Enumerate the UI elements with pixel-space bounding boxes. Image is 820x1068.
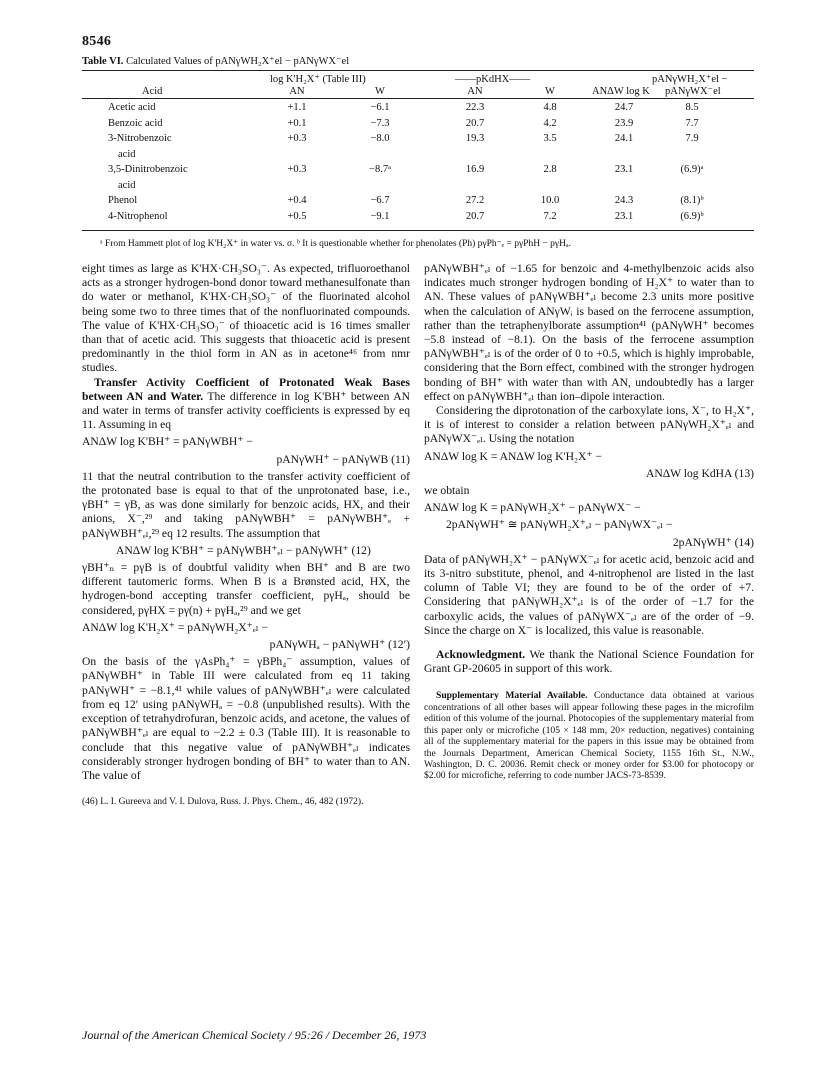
equation-14-line2: 2pANγWH⁺ ≅ pANγWH₂X⁺ₑₗ − pANγWX⁻ₑₗ − [446, 518, 673, 532]
table-cell: (6.9)ᵇ [680, 210, 704, 222]
col-header-x: pANγWX⁻el [665, 86, 721, 97]
table-cell: +0.5 [287, 210, 307, 222]
table-cell: −7.3 [370, 117, 390, 129]
group-header-diff: pANγWH₂X⁺el − [652, 74, 728, 85]
col-header-acid: Acid [142, 86, 163, 97]
table-cell: 7.2 [543, 210, 557, 222]
paragraph: On the basis of the γAsPh₄⁺ = γBPh₄⁻ assumption, values of pANγWBH⁺ in Table III were calculated from eq 11 taking pANγWH⁺ = −8.1,⁴¹ while values of pANγWBH⁺ₑₗ were calculated from eq 12′ using pANγWHₐ = −0.8 (unpublished results). With the exception of tetrahydrofuran, benzoic acids, and acetone, the values of pANγWBH⁺ₑₗ are equal to −2.2 ± 0.3 (Table III). It is reasonable to conclude that this negative value of pANγWBH⁺ₑₗ indicates considerably stronger hydrogen bonding of BH⁺ to water than to AN. The value of [82, 655, 410, 782]
table-cell: 24.3 [614, 195, 634, 206]
left-column [82, 262, 410, 809]
table-cell: 4.2 [543, 117, 557, 129]
equation-14-line1: ANΔW log K = pANγWH₂X⁺ − pANγWX⁻ − [424, 501, 641, 515]
paragraph: γBH⁺ₙ = pγB is of doubtful validity when BH⁺ and B are two different tautomeric forms. When B is a Brønsted acid, HX, the hydrogen-bond accepting transfer coefficient, pγHₐ, should be considered, pγHX = pγ(n) + pγHₐ,²⁹ and we get [82, 561, 410, 617]
supplementary-title: Supplementary Material Available. [436, 690, 588, 702]
table-cell: (8.1)ᵇ [680, 195, 704, 206]
col-header-an1: AN [289, 86, 305, 97]
table-row-label: 3,5-Dinitrobenzoic [108, 164, 188, 175]
paragraph-text: The difference in log K'BH⁺ between AN and water in terms of transfer activity coefficients is expressed by eq 11. Assuming in eq [82, 389, 410, 432]
acknowledgment-title: Acknowledgment. [436, 648, 526, 662]
table-cell: +0.3 [287, 133, 307, 144]
table-cell: 7.7 [685, 117, 699, 129]
table-row-label: Benzoic acid [108, 117, 163, 129]
paragraph: Data of pANγWH₂X⁺ − pANγWX⁻ₑₗ for acetic acid, benzoic acid and its 3-nitro substitute, phenol, and 4-nitrophenol are listed in the last column of Table VI; they are found to be of the order of +7. Considering that pANγWH₂X⁺ₑₗ is of the order of −1.7 for the carboxylic acids, the values of pANγWX⁻ₑₗ are of the order of −9. Since the charge on X⁻ is localized, this value is reasonable. [424, 552, 754, 637]
supplementary-text: Conductance data obtained at various concentrations of all other bases will appear following these pages in the microfilm edition of this volume of the journal. Photocopies of the supplementary material from this paper only or microfiche (105 × 148 mm, 20× reduction, negatives) containing all of the supplementary material for the papers in this issue may be obtained from the Journals Department, American Chemical Society, 1155 16th St., N.W., Washington, D. C. 20036. Remit check or money order for $3.00 for photocopy or $2.00 for microfiche, referring to code number JACS-73-8539. [424, 690, 755, 782]
table-cell: 10.0 [540, 195, 560, 206]
reference-46: (46) L. I. Gureeva and V. I. Dulova, Russ. J. Phys. Chem., 46, 482 (1972). [82, 797, 364, 808]
paragraph: 11 that the neutral contribution to the transfer activity coefficient of the protonated base is equal to that of the unprotonated base, i.e., γBH⁺ = γB, as was done similarly for benzoic acids, HX, and their anions, X⁻,²⁹ and taking pANγWBH⁺ = pANγWBH⁺ₑ + pANγWBH⁺ₑₗ,²⁹ eq 12 results. The assumption that [82, 469, 410, 540]
right-column [424, 262, 754, 791]
table-cell: 23.9 [614, 117, 634, 129]
table-row-label: 3-Nitrobenzoic [108, 133, 172, 144]
table-cell: 20.7 [465, 117, 485, 129]
table-cell: 24.1 [614, 133, 634, 144]
table-cell: 7.9 [685, 133, 699, 144]
acknowledgment-text: We thank the National Science Foundation for Grant GP-20605 in support of this work. [424, 648, 754, 676]
table-cell: +0.3 [287, 164, 307, 175]
table-cell: 8.5 [685, 102, 699, 113]
paragraph: pANγWBH⁺ₑₗ of −1.65 for benzoic and 4-methylbenzoic acids also indicates much stronger hydrogen bonding of H₂X⁺ to water than to AN. These values of pANγWBH⁺ₑₗ become 2.3 units more positive when the calculation of ANγWᵢ is based on the ferrocene assumption, rather than the tetraphenylborate assumption⁴¹ (pANγWH⁺ becomes −5.8 instead of −8.1). On the basis of the ferrocene assumption pANγWBH⁺ₑₗ is of the order of 0 to +0.5, which is highly improbable, considering that the Born effect, combined with the stronger hydrogen bonding of BH⁺ with water than with AN, undoubtedly has a larger effect on pANγWBH⁺ₑₗ than ion–dipole interaction. [424, 262, 754, 403]
equation-13-line2: ANΔW log KdHA (13) [645, 466, 754, 480]
equation-11-line2: pANγWH⁺ − pANγWB (11) [276, 452, 410, 466]
table-row-label: Phenol [108, 195, 138, 206]
paragraph [82, 376, 410, 433]
table-cell: 23.1 [614, 210, 634, 222]
group-header-pkd: ——pKdHX—— [455, 74, 531, 85]
equation-14-line3: 2pANγWH⁺ (14) [672, 535, 754, 549]
table-caption [82, 55, 349, 67]
table-cell: −9.1 [370, 210, 390, 222]
table-row-label: acid [118, 148, 136, 160]
section-heading: Transfer Activity Coefficient of Protonated Weak Bases between AN and Water. [82, 375, 410, 403]
equation-12p-line2: pANγWHₐ − pANγWH⁺ (12′) [269, 638, 410, 652]
journal-footer: Journal of the American Chemical Society / 95:26 / December 26, 1973 [82, 1028, 427, 1042]
table-cell: 3.5 [543, 133, 557, 144]
table-row-label: 4-Nitrophenol [108, 210, 168, 222]
we-obtain: we obtain [424, 484, 470, 498]
table-cell: 19.3 [465, 133, 485, 144]
table-cell: 20.7 [465, 210, 485, 222]
table-cell: 23.1 [614, 164, 634, 175]
table-cell: 2.8 [543, 164, 557, 175]
col-header-w2: W [545, 86, 555, 97]
equation-11-line1: ANΔW log K'BH⁺ = pANγWBH⁺ − [82, 435, 253, 449]
table-bottom-rule [82, 230, 754, 231]
table-label: Table VI. [82, 56, 124, 67]
group-header-logk: log K'H₂X⁺ (Table III) [270, 74, 366, 85]
table-cell: +0.4 [287, 195, 307, 206]
equation-13-line1: ANΔW log K = ANΔW log K'H₂X⁺ − [424, 449, 602, 463]
table-cell: −8.7ᵃ [369, 164, 391, 175]
acknowledgment [424, 648, 754, 676]
table-cell: −6.7 [370, 195, 390, 206]
table-cell: +0.1 [287, 117, 307, 129]
page-number: 8546 [82, 34, 112, 49]
supplementary-material [424, 690, 754, 781]
table-cell: 24.7 [614, 102, 634, 113]
paragraph: Considering the diprotonation of the carboxylate ions, X⁻, to H₂X⁺, it is of interest to consider a relation between pANγWH₂X⁺ₑₗ and pANγWX⁻ₑₗ. Using the notation [424, 404, 754, 446]
table-cell: 4.8 [543, 102, 557, 113]
table-header-rule [82, 98, 754, 99]
col-header-deltalogk: ANΔW log K [592, 86, 650, 97]
table-footnote: ᵃ From Hammett plot of log K'H₂X⁺ in water vs. σ. ᵇ It is questionable whether for phenolates (Ph) pγPh⁻ₑ = pγPhH − pγHₐ. [100, 239, 571, 249]
table-top-rule [82, 70, 754, 71]
table-cell: −6.1 [370, 102, 390, 113]
table-row-label: acid [118, 179, 136, 191]
col-header-w1: W [375, 86, 385, 97]
table-cell: 16.9 [465, 164, 485, 175]
paragraph: eight times as large as K'HX·CH₃SO₃⁻. As expected, trifluoroethanol acts as a stronger hydrogen-bond donor toward methanesulfonate than do water or methanol, K'HX·CH₃SO₃⁻ of the fluorinated alcohol being some two to three times that of the nonfluorinated compounds. The value of K'HX·CH₃SO₃⁻ of thioacetic acid is 16 times smaller than that of acetic acid. This suggests that thioacetic acid is present predominantly in the thiol form in AN as in acetone⁴⁶ from nmr studies. [82, 262, 410, 375]
table-cell: (6.9)ᵃ [680, 164, 704, 175]
table-cell: 27.2 [465, 195, 485, 206]
table-cell: 22.3 [465, 102, 485, 113]
table-cell: −8.0 [370, 133, 390, 144]
equation-12p-line1: ANΔW log K'H₂X⁺ = pANγWH₂X⁺ₑₗ − [82, 620, 268, 634]
table-row-label: Acetic acid [108, 102, 156, 113]
col-header-an2: AN [467, 86, 483, 97]
table-title: Calculated Values of pANγWH₂X⁺el − pANγWX⁻el [126, 56, 350, 67]
equation-12: ANΔW log K'BH⁺ = pANγWBH⁺ₑₗ − pANγWH⁺ (12) [116, 543, 371, 557]
table-cell: +1.1 [287, 102, 307, 113]
